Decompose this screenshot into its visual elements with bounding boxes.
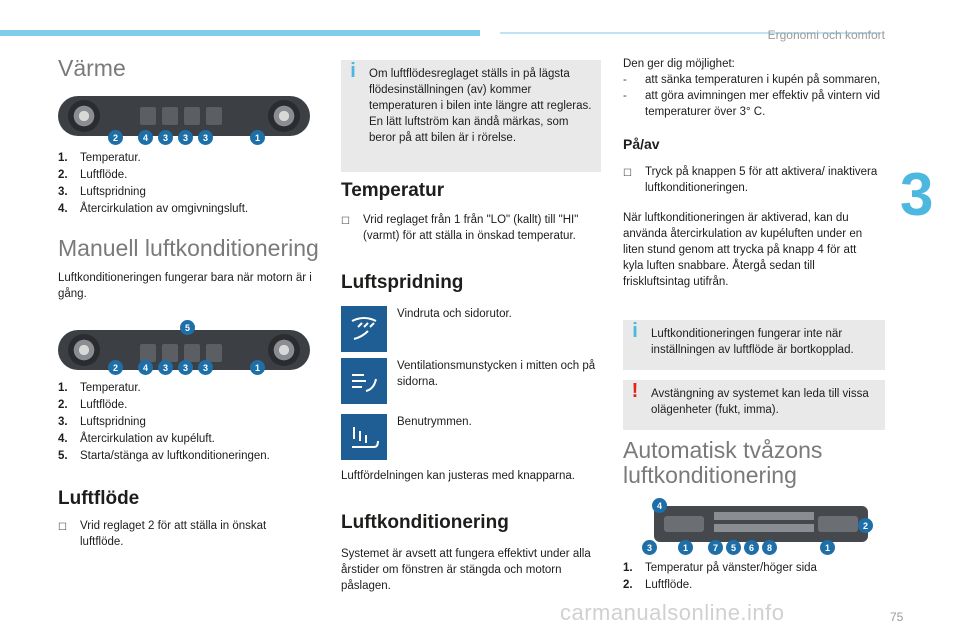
chapter-number: 3 — [900, 161, 934, 228]
dash-list — [623, 72, 883, 120]
heading-luftkonditionering: Luftkonditionering — [341, 512, 509, 533]
watermark: carmanualsonline.info — [560, 600, 785, 625]
figure-badge: 8 — [762, 540, 777, 555]
col3-intro: Den ger dig möjlighet: — [623, 58, 735, 70]
figure-badge: 2 — [108, 360, 123, 375]
heading-luftflode: Luftflöde — [58, 488, 140, 509]
list-item: 1. Temperatur på vänster/höger sida — [623, 562, 817, 574]
heading-auto: Automatisk tvåzons luftkonditionering — [623, 437, 823, 489]
figure-badge: 1 — [250, 130, 265, 145]
manuell-intro: Luftkonditioneringen fungerar bara när motorn är i gång. — [58, 272, 312, 300]
heading-varme: Värme — [58, 55, 126, 81]
figure-badge: 7 — [708, 540, 723, 555]
list-item: 3. Luftspridning — [58, 416, 146, 428]
luftkonditionering-text: Systemet är avsett att fungera effektivt under alla årstider om fönstren är stängda och motorn påslagen. — [341, 548, 591, 592]
list-item: 4. Återcirkulation av omgivningsluft. — [58, 203, 249, 215]
option-label: Benutrymmen. — [397, 416, 472, 428]
list-item: 3. Luftspridning — [58, 186, 146, 198]
list-item: 2. Luftflöde. — [58, 169, 128, 181]
center-vent-airflow-icon — [341, 358, 387, 404]
figure-badge: 2 — [108, 130, 123, 145]
list-item: - att göra avimningen mer effektiv på vintern vid temperaturer över 3° C. — [623, 90, 881, 118]
figure-badge: 3 — [178, 130, 193, 145]
windshield-airflow-icon — [341, 306, 387, 352]
heading-temperatur: Temperatur — [341, 180, 445, 201]
figure-badge: 4 — [138, 360, 153, 375]
list-item: 2. Luftflöde. — [58, 399, 128, 411]
figure-badge: 5 — [726, 540, 741, 555]
varme-list — [58, 150, 308, 218]
figure-badge: 3 — [642, 540, 657, 555]
figure-badge: 3 — [198, 360, 213, 375]
figure-badge: 1 — [250, 360, 265, 375]
heading-manuell: Manuell luftkonditionering — [58, 235, 319, 261]
list-item: - att sänka temperaturen i kupén på sommaren, — [623, 74, 881, 86]
heading-luftspridning: Luftspridning — [341, 272, 464, 293]
page-number: 75 — [890, 610, 904, 624]
list-item: 1. Temperatur. — [58, 152, 141, 164]
heading-paav: På/av — [623, 136, 660, 152]
figure-badge: 6 — [744, 540, 759, 555]
info-box: i Om luftflödesreglaget ställs in på lägsta flödesinställningen (av) kommer temperaturen i bilen inte längre att regleras. En lätt luftström kan ändå märkas, som beror på att bilen är i rörelse. — [341, 60, 601, 172]
manuell-list — [58, 380, 318, 465]
auto-ac-panel-figure — [640, 498, 872, 556]
figure-badge: 3 — [178, 360, 193, 375]
footwell-airflow-icon — [341, 414, 387, 460]
luftflode-bullet: ☐ Vrid reglaget 2 för att ställa in önskat luftflöde. — [58, 520, 267, 548]
info-box: i Luftkonditioneringen fungerar inte när inställningen av luftflöde är bortkopplad. — [623, 320, 885, 370]
header-accent-bar — [0, 30, 480, 36]
manual-ac-panel-figure — [58, 320, 310, 376]
temperatur-bullet: ☐ Vrid reglaget från 1 från "LO" (kallt) till "HI" (varmt) för att ställa in önskad temperatur. — [341, 214, 579, 242]
figure-badge: 3 — [158, 130, 173, 145]
figure-badge: 3 — [158, 360, 173, 375]
list-item: 4. Återcirkulation av kupéluft. — [58, 433, 215, 445]
figure-badge: 5 — [180, 320, 195, 335]
list-item: 1. Temperatur. — [58, 382, 141, 394]
figure-badge: 1 — [678, 540, 693, 555]
list-item: 2. Luftflöde. — [623, 579, 693, 591]
auto-list — [623, 560, 878, 594]
option-label: Vindruta och sidorutor. — [397, 308, 512, 320]
figure-badge: 4 — [652, 498, 667, 513]
section-title: Ergonomi och komfort — [767, 28, 885, 42]
paav-text: När luftkonditioneringen är aktiverad, kan du använda återcirkulation av kupéluften under en liten stund genom att trycka på knapp 4 för att kyla luften snabbare. Återgå sedan till friskluftsintag utifrån. — [623, 212, 863, 288]
luftspridning-footer: Luftfördelningen kan justeras med knapparna. — [341, 470, 575, 482]
warning-icon: ! — [631, 380, 639, 402]
list-item: 5. Starta/stänga av luftkonditioneringen. — [58, 450, 270, 462]
paav-bullet: ☐ Tryck på knappen 5 för att aktivera/ inaktivera luftkonditioneringen. — [623, 166, 878, 194]
heater-panel-figure — [58, 96, 310, 148]
figure-badge: 4 — [138, 130, 153, 145]
option-label: Ventilationsmunstycken i mitten och på sidorna. — [397, 360, 596, 388]
figure-badge: 3 — [198, 130, 213, 145]
figure-badge: 2 — [858, 518, 873, 533]
info-icon: i — [350, 60, 356, 82]
warning-box: ! Avstängning av systemet kan leda till vissa olägenheter (fukt, imma). — [623, 380, 885, 430]
info-icon: i — [632, 320, 638, 342]
figure-badge: 1 — [820, 540, 835, 555]
